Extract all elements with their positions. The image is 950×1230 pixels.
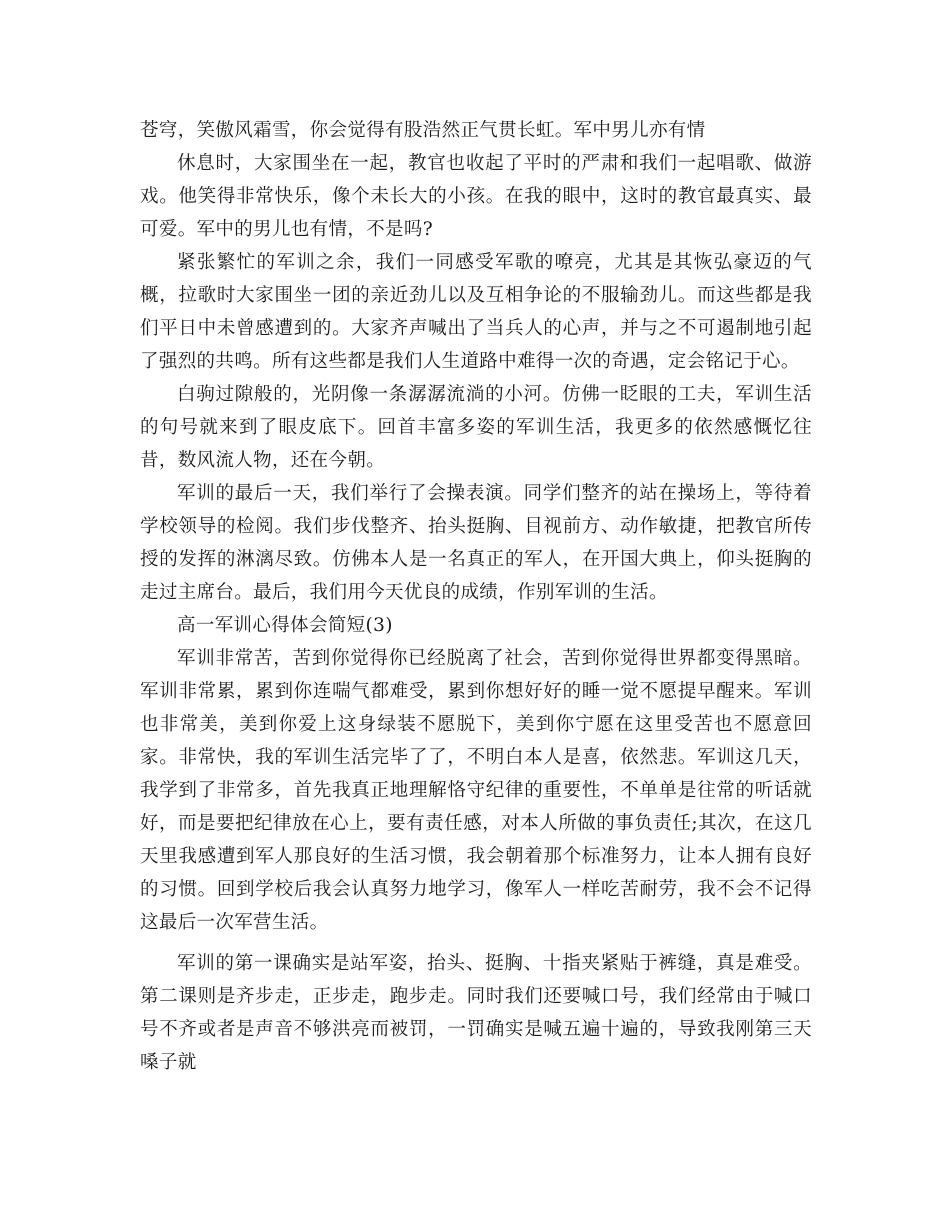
paragraph-rest-time: 休息时，大家围坐在一起，教官也收起了平时的严肃和我们一起唱歌、做游戏。他笑得非常快乐，像个未长大的小孩。在我的眼中，这时的教官最真实、最可爱。军中的男儿也有情，不是吗?: [140, 153, 812, 240]
document-body: [140, 114, 812, 1079]
paragraph-continued: 苍穹，笑傲风霜雪，你会觉得有股浩然正气贯长虹。军中男儿亦有情: [140, 120, 706, 141]
section-heading: 高一军训心得体会简短(3): [177, 615, 393, 636]
paragraph-time-passing: 白驹过隙般的，光阴像一条潺潺流淌的小河。仿佛一眨眼的工夫，军训生活的句号就来到了眼皮底下。回首丰富多姿的军训生活，我更多的依然感慨忆往昔，数风流人物，还在今朝。: [140, 384, 812, 471]
paragraph-first-lesson: 军训的第一课确实是站军姿，抬头、挺胸、十指夹紧贴于裤缝，真是难受。第二课则是齐步走，正步走，跑步走。同时我们还要喊口号，我们经常由于喊口号不齐或者是声音不够洪亮而被罚，一罚确实是喊五遍十遍的，导致我刚第三天嗓子就: [140, 953, 812, 1073]
paragraph-training-hard: 军训非常苦，苦到你觉得你已经脱离了社会，苦到你觉得世界都变得黑暗。军训非常累，累到你连喘气都难受，累到你想好好的睡一觉不愿提早醒来。军训也非常美，美到你爱上这身绿装不愿脱下，美到你宁愿在这里受苦也不愿意回家。非常快，我的军训生活完毕了了，不明白本人是喜，依然悲。军训这几天，我学到了非常多，首先我真正地理解恪守纪律的重要性，不单单是往常的听话就好，而是要把纪律放在心上，要有责任感，对本人所做的事负责任;其次，在这几天里我感遭到军人那良好的生活习惯，我会朝着那个标准努力，让本人拥有良好的习惯。回到学校后我会认真努力地学习，像军人一样吃苦耐劳，我不会不记得这最后一次军营生活。: [140, 648, 812, 933]
paragraph-army-songs: 紧张繁忙的军训之余，我们一同感受军歌的嘹亮，尤其是其恢弘豪迈的气概，拉歌时大家围坐一团的亲近劲儿以及互相争论的不服输劲儿。而这些都是我们平日中未曾感遭到的。大家齐声喊出了当兵人的心声，并与之不可遏制地引起了强烈的共鸣。所有这些都是我们人生道路中难得一次的奇遇，定会铭记于心。: [140, 252, 812, 372]
paragraph-final-day: 军训的最后一天，我们举行了会操表演。同学们整齐的站在操场上，等待着学校领导的检阅。我们步伐整齐、抬头挺胸、目视前方、动作敏捷，把教官所传授的发挥的淋漓尽致。仿佛本人是一名真正的军人，在开国大典上，仰头挺胸的走过主席台。最后，我们用今天优良的成绩，作别军训的生活。: [140, 483, 812, 603]
